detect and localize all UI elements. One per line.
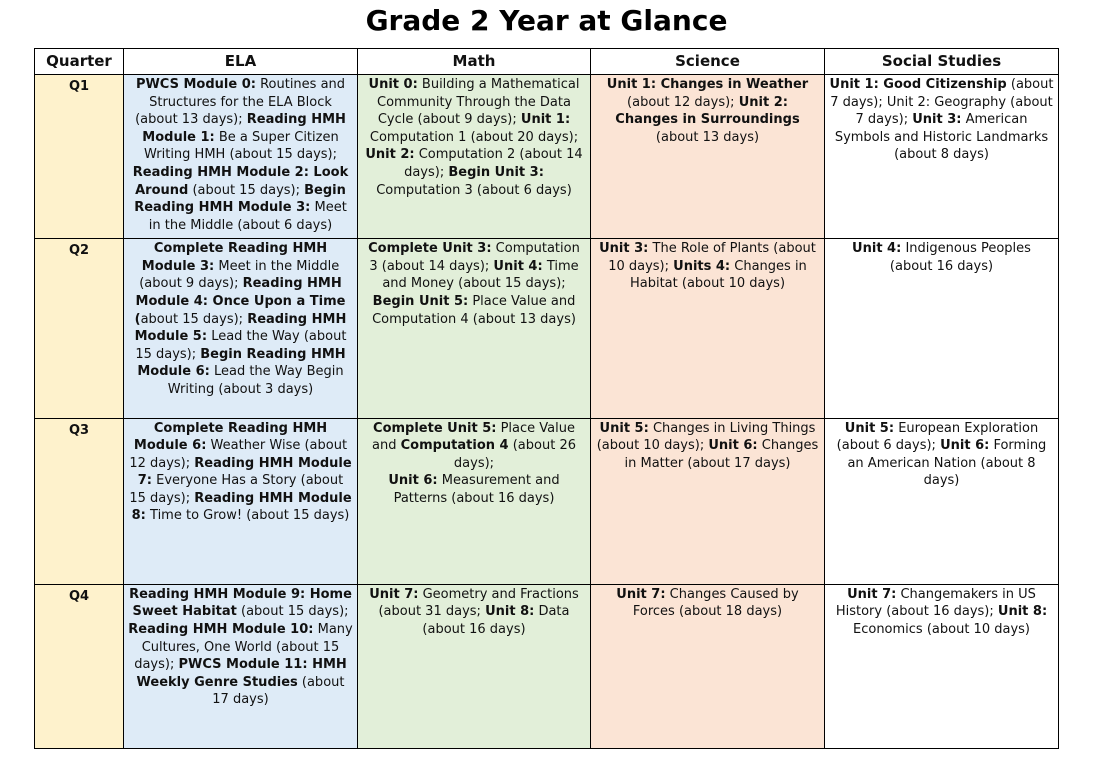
bold-text-run: Units 4: <box>673 258 731 274</box>
text-run: Lead the Way Begin Writing (about 3 days) <box>167 364 344 397</box>
math-cell <box>358 239 591 418</box>
header-row <box>35 49 1059 75</box>
header-science: Science <box>591 49 825 75</box>
bold-text-run: Unit 5: <box>844 420 895 436</box>
social-studies-cell <box>825 239 1059 418</box>
text-run: Changes in Living Things (about 10 days); <box>596 420 816 454</box>
text-run: Computation 3 (about 6 days) <box>376 182 572 198</box>
text-run: Indigenous Peoples (about 16 days) <box>889 241 1031 274</box>
text-run: Measurement and Patterns (about 16 days) <box>393 473 560 506</box>
bold-text-run: Unit 1: Good Citizenship <box>829 77 1007 92</box>
table-row <box>35 418 1059 584</box>
bold-text-run: Unit 6: <box>940 438 990 454</box>
bold-text-run: Complete Reading HMH Module 3: <box>141 241 328 274</box>
social-studies-cell <box>825 75 1059 239</box>
table-row <box>35 75 1059 239</box>
header-social-studies: Social Studies <box>825 49 1059 75</box>
ela-cell <box>124 584 358 748</box>
bold-text-run: Unit 2: Changes in Surroundings <box>615 94 800 128</box>
text-run: Forming an American Nation (about 8 days) <box>847 438 1047 489</box>
quarter-cell: Q4 <box>35 584 124 748</box>
text-run: Changes in Habitat (about 10 days) <box>629 258 807 292</box>
bold-text-run: Unit 0: <box>368 77 418 92</box>
bold-text-run: Unit 8: <box>997 604 1048 620</box>
text-run: Changemakers in US History (about 16 days); <box>835 586 1036 620</box>
text-run: The Role of Plants (about 10 days); <box>608 241 816 274</box>
bold-text-run: Reading HMH Module 10: <box>128 621 314 637</box>
bold-text-run: Unit 6: <box>388 473 438 489</box>
header-quarter: Quarter <box>35 49 124 75</box>
bold-text-run: Unit 2: <box>365 147 415 163</box>
bold-text-run: Begin Unit 5: <box>372 294 469 310</box>
bold-text-run: Unit 8: <box>485 604 535 620</box>
bold-text-run: Complete Unit 5: <box>373 420 497 436</box>
text-run: Lead the Way (about 15 days); <box>135 329 347 362</box>
table-row <box>35 239 1059 418</box>
bold-text-run: PWCS Module 0: <box>135 77 256 92</box>
text-run: Computation 3 (about 14 days); <box>369 241 580 274</box>
social-studies-cell <box>825 584 1059 748</box>
bold-text-run: Unit 7: <box>369 586 419 602</box>
bold-text-run: Complete Reading HMH Module 6: <box>133 420 328 454</box>
bold-text-run: Unit 1: <box>520 112 571 128</box>
text-run: Many Cultures, One World (about 15 days); <box>134 621 353 673</box>
bold-text-run: Unit 6: <box>708 438 758 454</box>
bold-text-run: Reading HMH Module 5: <box>134 311 347 345</box>
text-run: European Exploration (about 6 days); <box>836 420 1039 454</box>
text-run: (about 13 days) <box>655 129 760 145</box>
bold-text-run: Unit 5: <box>599 420 649 436</box>
science-cell <box>591 239 825 418</box>
text-run: Computation 1 (about 20 days); <box>369 129 579 145</box>
header-math: Math <box>358 49 591 75</box>
page-title: Grade 2 Year at Glance <box>365 4 728 37</box>
text-run: Time and Money (about 15 days); <box>382 258 579 292</box>
social-studies-cell <box>825 418 1059 584</box>
text-run: Data (about 16 days) <box>422 604 570 637</box>
bold-text-run: Reading HMH Module 2: Look Around <box>132 164 349 198</box>
text-run: Everyone Has a Story (about 15 days); <box>129 473 344 506</box>
science-cell <box>591 75 825 239</box>
text-run: Meet in the Middle (about 6 days) <box>148 200 347 233</box>
text-run: Building a Mathematical Community Through the Data Cycle (about 9 days); <box>377 77 580 128</box>
header-ela: ELA <box>124 49 358 75</box>
quarter-cell: Q2 <box>35 239 124 418</box>
year-at-glance-table <box>34 48 1059 749</box>
text-run: Place Value and Computation 4 (about 13 days) <box>372 294 576 327</box>
text-run: Time to Grow! (about 15 days) <box>145 508 350 524</box>
bold-text-run: PWCS Module 11: HMH Weekly Genre Studies <box>136 657 347 690</box>
ela-cell <box>124 75 358 239</box>
text-run: (about 17 days) <box>212 674 345 708</box>
bold-text-run: Unit 3: <box>599 241 649 257</box>
text-run: Weather Wise (about 12 days); <box>129 438 348 471</box>
quarter-cell: Q3 <box>35 418 124 584</box>
text-run: Computation 2 (about 14 days); <box>404 147 583 180</box>
text-run: Economics (about 10 days) <box>853 621 1030 637</box>
text-run: Meet in the Middle (about 9 days); <box>139 258 340 292</box>
bold-text-run: Begin Reading HMH Module 6: <box>137 346 346 380</box>
bold-text-run: Begin Unit 3: <box>448 164 544 180</box>
text-run: Geometry and Fractions (about 31 days; <box>378 586 579 620</box>
math-cell <box>358 418 591 584</box>
text-run: Routines and Structures for the ELA Block (about 13 days); <box>135 77 346 128</box>
bold-text-run: Complete Unit 3: <box>368 241 492 257</box>
table-row <box>35 584 1059 748</box>
bold-text-run: Reading HMH Module 9: Home Sweet Habitat <box>129 586 352 620</box>
bold-text-run: Unit 7: <box>616 586 666 602</box>
bold-text-run: Computation 4 <box>400 438 509 454</box>
text-run: Changes in Matter (about 17 days) <box>624 438 819 471</box>
quarter-cell: Q1 <box>35 75 124 239</box>
bold-text-run: Unit 7: <box>847 586 897 602</box>
bold-text-run: Reading HMH Module 4: Once Upon a Time ( <box>134 276 346 327</box>
math-cell <box>358 75 591 239</box>
bold-text-run: Unit 3: <box>912 112 962 128</box>
text-run: Be a Super Citizen Writing HMH (about 15 days); <box>144 129 339 163</box>
bold-text-run: Reading HMH Module 1: <box>142 112 346 145</box>
text-run: (about 12 days); <box>627 94 739 110</box>
bold-text-run: Begin Reading HMH Module 3: <box>134 182 346 216</box>
bold-text-run: Reading HMH Module 7: <box>137 455 352 489</box>
text-run: (about 7 days); Unit 2: Geography (about 7 days); <box>830 77 1054 128</box>
ela-cell <box>124 239 358 418</box>
ela-cell <box>124 418 358 584</box>
text-run: American Symbols and Historic Landmarks (about 8 days) <box>834 112 1049 163</box>
bold-text-run: Unit 1: Changes in Weather <box>606 77 809 92</box>
text-run: (about 15 days); <box>236 604 349 620</box>
text-run: Changes Caused by Forces (about 18 days) <box>632 586 799 620</box>
text-run: (about 26 days); <box>453 438 576 471</box>
math-cell <box>358 584 591 748</box>
science-cell <box>591 584 825 748</box>
science-cell <box>591 418 825 584</box>
bold-text-run: Unit 4: <box>852 241 902 257</box>
text-run: Place Value and <box>372 420 575 454</box>
bold-text-run: Unit 4: <box>493 258 543 274</box>
bold-text-run: Reading HMH Module 8: <box>131 490 352 524</box>
text-run: about 15 days); <box>140 311 248 327</box>
text-run: (about 15 days); <box>188 182 305 198</box>
